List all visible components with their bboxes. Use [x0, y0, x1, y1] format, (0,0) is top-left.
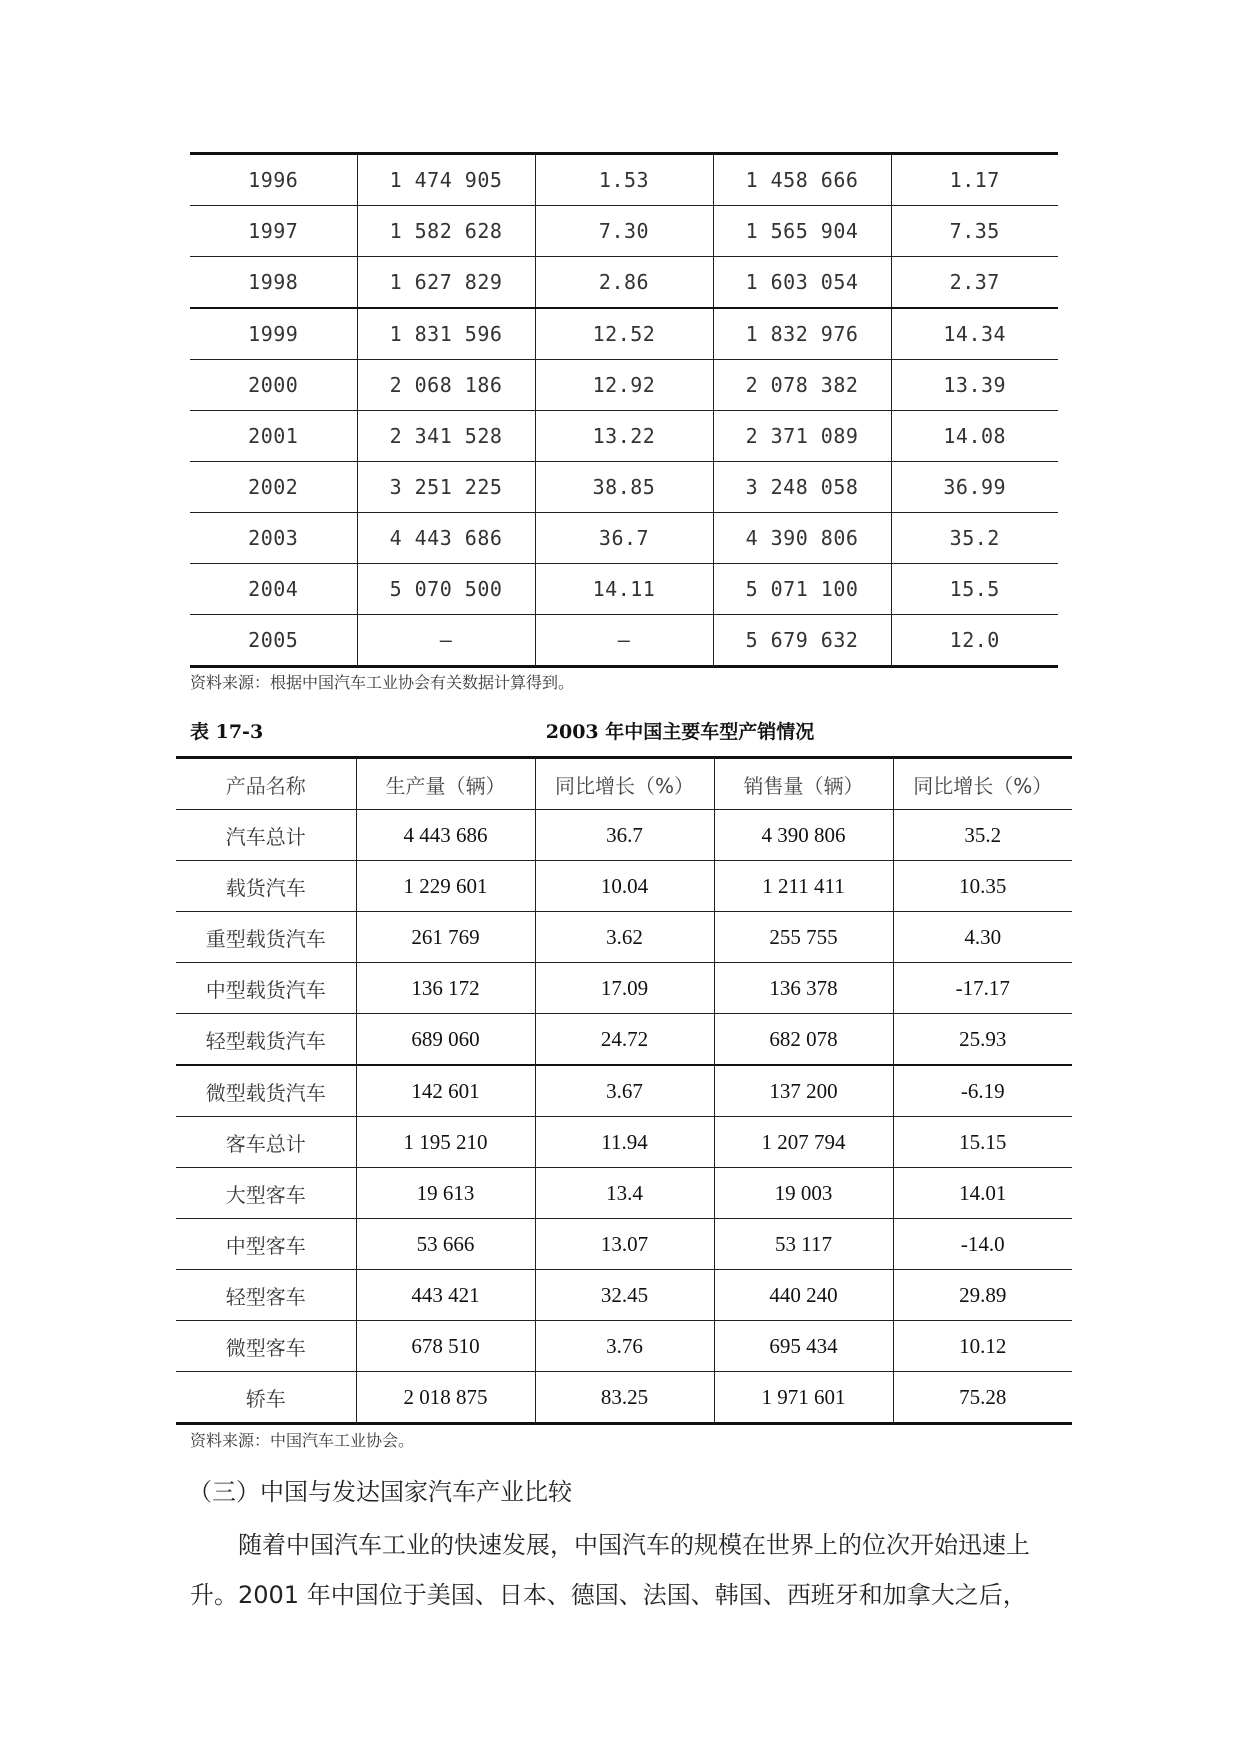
sales-growth-cell: 14.34: [891, 308, 1058, 360]
sales-cell: 1 971 601: [714, 1372, 893, 1424]
sales-cell: 5 679 632: [713, 615, 891, 667]
table-source-note: 资料来源：根据中国汽车工业协会有关数据计算得到。: [190, 673, 575, 692]
product-name-cell: 中型载货汽车: [205, 977, 326, 1002]
year-cell: 1997: [248, 219, 299, 243]
sales-cell: 137 200: [714, 1065, 893, 1117]
production-cell: 3 251 225: [357, 462, 535, 513]
product-name-cell: 大型客车: [225, 1182, 306, 1207]
table-number: 表 17-3: [190, 721, 264, 743]
production-cell: —: [357, 615, 535, 667]
sales-cell: 440 240: [714, 1270, 893, 1321]
table-row: [176, 810, 1072, 861]
production-growth-cell: 13.07: [535, 1219, 714, 1270]
sales-growth-cell: 14.01: [893, 1168, 1072, 1219]
table-row: [176, 1321, 1072, 1372]
production-cell: 1 229 601: [356, 861, 535, 912]
sales-growth-cell: 1.17: [891, 154, 1058, 206]
sales-growth-cell: 36.99: [891, 462, 1058, 513]
production-cell: 4 443 686: [357, 513, 535, 564]
production-growth-cell: 38.85: [535, 462, 713, 513]
sales-cell: 1 207 794: [714, 1117, 893, 1168]
production-growth-cell: 13.4: [535, 1168, 714, 1219]
sales-cell: 1 565 904: [713, 206, 891, 257]
year-cell: 2000: [248, 373, 299, 397]
sales-growth-cell: 35.2: [893, 810, 1072, 861]
table-row: [176, 1219, 1072, 1270]
table-row: [176, 1117, 1072, 1168]
sales-cell: 255 755: [714, 912, 893, 963]
sales-growth-cell: -17.17: [893, 963, 1072, 1014]
sales-cell: 682 078: [714, 1014, 893, 1066]
sales-growth-cell: 2.37: [891, 257, 1058, 309]
production-growth-cell: 1.53: [535, 154, 713, 206]
table-row: [176, 1372, 1072, 1424]
year-cell: 2003: [248, 526, 299, 550]
year-cell: 2004: [248, 577, 299, 601]
sales-growth-cell: 29.89: [893, 1270, 1072, 1321]
production-growth-cell: 32.45: [535, 1270, 714, 1321]
production-growth-cell: 36.7: [535, 513, 713, 564]
table-row: [176, 912, 1072, 963]
production-growth-cell: 24.72: [535, 1014, 714, 1066]
product-name-cell: 微型客车: [225, 1335, 306, 1360]
sales-cell: 53 117: [714, 1219, 893, 1270]
production-cell: 1 195 210: [356, 1117, 535, 1168]
production-cell: 5 070 500: [357, 564, 535, 615]
year-cell: 2001: [248, 424, 299, 448]
production-cell: 443 421: [356, 1270, 535, 1321]
production-growth-cell: 11.94: [535, 1117, 714, 1168]
product-name-cell: 微型载货汽车: [205, 1080, 326, 1105]
column-header: 生产量（辆）: [356, 758, 535, 810]
annual-production-sales-table: [190, 152, 1058, 668]
production-cell: 19 613: [356, 1168, 535, 1219]
sales-growth-cell: 75.28: [893, 1372, 1072, 1424]
product-name-cell: 客车总计: [225, 1131, 306, 1156]
body-paragraph: 随着中国汽车工业的快速发展，中国汽车的规模在世界上的位次开始迅速上升。2001 年中国位于美国、日本、德国、法国、韩国、西班牙和加拿大之后，: [190, 1531, 1030, 1609]
production-cell: 4 443 686: [356, 810, 535, 861]
production-cell: 1 627 829: [357, 257, 535, 309]
table-row: [190, 308, 1058, 360]
product-name-cell: 重型载货汽车: [205, 926, 326, 951]
product-name-cell: 轻型载货汽车: [205, 1028, 326, 1053]
sales-cell: 3 248 058: [713, 462, 891, 513]
production-cell: 261 769: [356, 912, 535, 963]
production-cell: 142 601: [356, 1065, 535, 1117]
production-growth-cell: 36.7: [535, 810, 714, 861]
product-name-cell: 载货汽车: [225, 875, 306, 900]
sales-cell: 4 390 806: [713, 513, 891, 564]
table-header-row: [176, 758, 1072, 810]
sales-cell: 1 832 976: [713, 308, 891, 360]
sales-growth-cell: 12.0: [891, 615, 1058, 667]
year-cell: 1999: [248, 322, 299, 346]
sales-cell: 19 003: [714, 1168, 893, 1219]
sales-cell: 1 458 666: [713, 154, 891, 206]
production-cell: 1 582 628: [357, 206, 535, 257]
sales-growth-cell: 4.30: [893, 912, 1072, 963]
table-row: [190, 513, 1058, 564]
production-cell: 689 060: [356, 1014, 535, 1066]
sales-growth-cell: 15.5: [891, 564, 1058, 615]
table-row: [190, 564, 1058, 615]
production-growth-cell: 2.86: [535, 257, 713, 309]
product-name-cell: 中型客车: [225, 1233, 306, 1258]
production-growth-cell: 12.92: [535, 360, 713, 411]
table-row: [176, 1270, 1072, 1321]
production-cell: 2 068 186: [357, 360, 535, 411]
production-growth-cell: 83.25: [535, 1372, 714, 1424]
table-title: 2003 年中国主要车型产销情况: [545, 721, 815, 743]
table-row: [190, 206, 1058, 257]
sales-growth-cell: 10.35: [893, 861, 1072, 912]
sales-growth-cell: 25.93: [893, 1014, 1072, 1066]
production-growth-cell: 12.52: [535, 308, 713, 360]
year-cell: 2002: [248, 475, 299, 499]
sales-growth-cell: 35.2: [891, 513, 1058, 564]
table-row: [176, 1014, 1072, 1066]
sales-growth-cell: -6.19: [893, 1065, 1072, 1117]
production-growth-cell: —: [535, 615, 713, 667]
production-cell: 2 341 528: [357, 411, 535, 462]
sales-cell: 136 378: [714, 963, 893, 1014]
sales-growth-cell: -14.0: [893, 1219, 1072, 1270]
sales-cell: 4 390 806: [714, 810, 893, 861]
production-growth-cell: 17.09: [535, 963, 714, 1014]
sales-cell: 1 603 054: [713, 257, 891, 309]
production-growth-cell: 3.67: [535, 1065, 714, 1117]
table-source-note: 资料来源：中国汽车工业协会。: [190, 1431, 415, 1450]
sales-cell: 2 078 382: [713, 360, 891, 411]
table-row: [190, 154, 1058, 206]
production-cell: 53 666: [356, 1219, 535, 1270]
section-heading: （三）中国与发达国家汽车产业比较: [188, 1478, 572, 1506]
sales-cell: 5 071 100: [713, 564, 891, 615]
table-row: [176, 1065, 1072, 1117]
production-growth-cell: 3.62: [535, 912, 714, 963]
production-cell: 1 831 596: [357, 308, 535, 360]
production-growth-cell: 14.11: [535, 564, 713, 615]
sales-growth-cell: 13.39: [891, 360, 1058, 411]
year-cell: 2005: [248, 628, 299, 652]
production-growth-cell: 10.04: [535, 861, 714, 912]
year-cell: 1998: [248, 270, 299, 294]
sales-cell: 1 211 411: [714, 861, 893, 912]
vehicle-type-production-sales-table: [176, 756, 1072, 1425]
column-header: 销售量（辆）: [714, 758, 893, 810]
column-header: 同比增长（%）: [535, 758, 714, 810]
table-row: [190, 360, 1058, 411]
production-growth-cell: 13.22: [535, 411, 713, 462]
product-name-cell: 轿车: [245, 1386, 286, 1411]
table-row: [190, 257, 1058, 309]
table-row: [176, 861, 1072, 912]
production-cell: 678 510: [356, 1321, 535, 1372]
production-cell: 136 172: [356, 963, 535, 1014]
product-name-cell: 汽车总计: [225, 824, 306, 849]
sales-cell: 695 434: [714, 1321, 893, 1372]
column-header: 产品名称: [225, 773, 306, 798]
production-cell: 1 474 905: [357, 154, 535, 206]
column-header: 同比增长（%）: [893, 758, 1072, 810]
year-cell: 1996: [248, 168, 299, 192]
product-name-cell: 轻型客车: [225, 1284, 306, 1309]
sales-cell: 2 371 089: [713, 411, 891, 462]
table-row: [176, 1168, 1072, 1219]
table-row: [190, 462, 1058, 513]
table-row: [190, 615, 1058, 667]
table-row: [190, 411, 1058, 462]
table-row: [176, 963, 1072, 1014]
production-growth-cell: 3.76: [535, 1321, 714, 1372]
sales-growth-cell: 15.15: [893, 1117, 1072, 1168]
production-cell: 2 018 875: [356, 1372, 535, 1424]
sales-growth-cell: 14.08: [891, 411, 1058, 462]
sales-growth-cell: 7.35: [891, 206, 1058, 257]
production-growth-cell: 7.30: [535, 206, 713, 257]
sales-growth-cell: 10.12: [893, 1321, 1072, 1372]
